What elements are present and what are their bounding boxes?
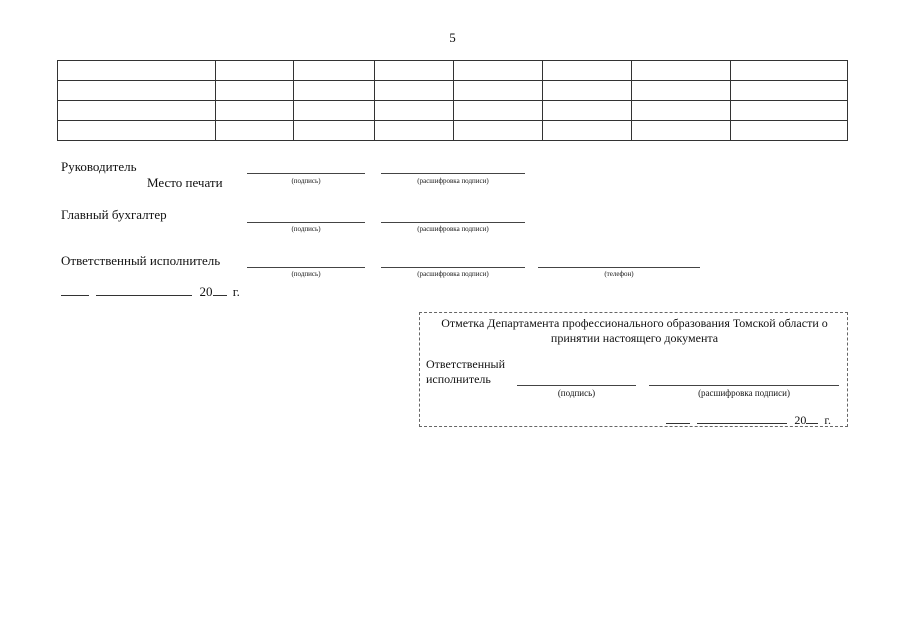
- seal-label: Место печати: [147, 175, 223, 190]
- table-cell[interactable]: [375, 121, 454, 141]
- page-number: 5: [449, 30, 456, 45]
- table-cell[interactable]: [294, 101, 375, 121]
- table-cell[interactable]: [216, 101, 294, 121]
- table-cell[interactable]: [543, 121, 632, 141]
- stamp-year-suffix: г.: [824, 413, 831, 427]
- table-cell[interactable]: [216, 121, 294, 141]
- stamp-executor-label-line1: Ответственный: [426, 357, 506, 371]
- table-cell[interactable]: [294, 121, 375, 141]
- table-cell[interactable]: [58, 101, 216, 121]
- table-cell[interactable]: [632, 81, 731, 101]
- head-decoding-line[interactable]: [381, 173, 525, 174]
- table-cell[interactable]: [454, 121, 543, 141]
- table-row: [58, 121, 848, 141]
- table-cell[interactable]: [375, 61, 454, 81]
- accountant-decoding-caption: (расшифровка подписи): [417, 225, 489, 233]
- table-row: [58, 101, 848, 121]
- table-cell[interactable]: [216, 61, 294, 81]
- table-cell[interactable]: [543, 81, 632, 101]
- table-cell[interactable]: [294, 81, 375, 101]
- month-blank[interactable]: [96, 283, 192, 296]
- executor-decoding-caption: (расшифровка подписи): [417, 270, 489, 278]
- table-cell[interactable]: [543, 101, 632, 121]
- executor-label: Ответственный исполнитель: [61, 253, 221, 268]
- stamp-signature-line[interactable]: [517, 385, 636, 386]
- stamp-year-blank[interactable]: [806, 411, 818, 424]
- table-cell[interactable]: [216, 81, 294, 101]
- head-signature-caption: (подпись): [291, 177, 321, 185]
- year-blank[interactable]: [213, 283, 227, 296]
- day-blank[interactable]: [61, 283, 89, 296]
- accountant-decoding-line[interactable]: [381, 222, 525, 223]
- head-decoding-caption: (расшифровка подписи): [417, 177, 489, 185]
- year-suffix: г.: [232, 284, 240, 299]
- stamp-decoding-line[interactable]: [649, 385, 839, 386]
- table-cell[interactable]: [454, 81, 543, 101]
- table-cell[interactable]: [632, 121, 731, 141]
- table-cell[interactable]: [543, 61, 632, 81]
- table-cell[interactable]: [731, 81, 848, 101]
- table-row: [58, 81, 848, 101]
- stamp-signature-caption: (подпись): [557, 388, 596, 398]
- table-cell[interactable]: [58, 121, 216, 141]
- executor-signature-line[interactable]: [247, 267, 365, 268]
- stamp-decoding-caption: (расшифровка подписи): [698, 388, 790, 398]
- executor-phone-line[interactable]: [538, 267, 700, 268]
- stamp-day-blank[interactable]: [666, 411, 690, 424]
- stamp-year-prefix: 20: [794, 413, 807, 427]
- table-cell[interactable]: [294, 61, 375, 81]
- acceptance-box-title: Отметка Департамента профессионального образования Томской области о принятии настоящего документа: [441, 316, 828, 345]
- table-cell[interactable]: [731, 101, 848, 121]
- head-label: Руководитель: [61, 159, 137, 174]
- executor-decoding-line[interactable]: [381, 267, 525, 268]
- accountant-signature-caption: (подпись): [291, 225, 321, 233]
- table-cell[interactable]: [58, 61, 216, 81]
- stamp-month-blank[interactable]: [697, 411, 787, 424]
- chief-accountant-label: Главный бухгалтер: [61, 207, 167, 222]
- data-table: [57, 60, 848, 141]
- table-cell[interactable]: [375, 101, 454, 121]
- date-line: [61, 283, 240, 300]
- table-cell[interactable]: [375, 81, 454, 101]
- table-cell[interactable]: [454, 61, 543, 81]
- table-row: [58, 61, 848, 81]
- table-cell[interactable]: [632, 61, 731, 81]
- accountant-signature-line[interactable]: [247, 222, 365, 223]
- table-cell[interactable]: [454, 101, 543, 121]
- table-cell[interactable]: [58, 81, 216, 101]
- table-cell[interactable]: [632, 101, 731, 121]
- executor-phone-caption: (телефон): [604, 270, 634, 278]
- executor-signature-caption: (подпись): [291, 270, 321, 278]
- stamp-executor-label-line2: исполнитель: [426, 372, 491, 386]
- table-cell[interactable]: [731, 121, 848, 141]
- stamp-date-line: [666, 411, 831, 428]
- head-signature-line[interactable]: [247, 173, 365, 174]
- department-acceptance-box: [419, 312, 848, 427]
- year-prefix: 20: [199, 284, 213, 299]
- table-cell[interactable]: [731, 61, 848, 81]
